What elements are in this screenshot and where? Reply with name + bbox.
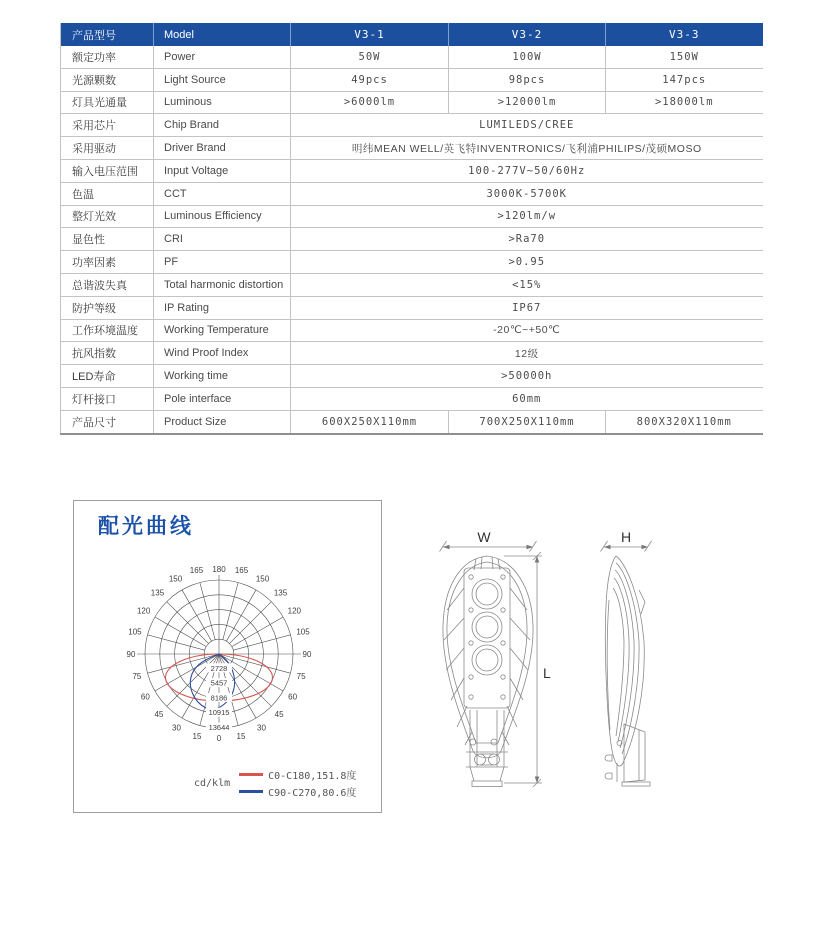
photometric-title: 配光曲线	[98, 515, 194, 538]
spec-value-span: >0.95	[291, 251, 763, 274]
svg-text:135: 135	[150, 588, 165, 598]
spec-value: 100W	[449, 46, 606, 68]
spec-row	[61, 251, 763, 274]
spec-label-cn: 防护等级	[61, 296, 154, 319]
svg-text:10915: 10915	[208, 708, 230, 718]
spec-label-cn: 抗风指数	[61, 342, 154, 365]
spec-row	[61, 410, 763, 433]
spec-label-en: Chip Brand	[154, 114, 291, 137]
legend-item-c0-c180	[239, 767, 356, 782]
spec-value: >18000lm	[606, 91, 763, 114]
svg-text:150: 150	[168, 574, 183, 584]
spec-value: 700X250X110mm	[449, 410, 606, 433]
spec-label-cn: 灯杆接口	[61, 387, 154, 410]
svg-text:8186: 8186	[210, 693, 228, 703]
spec-label-cn: 采用芯片	[61, 114, 154, 137]
svg-text:180: 180	[212, 565, 226, 574]
header-cell-model-v3-3: V3-3	[606, 23, 763, 46]
svg-text:90: 90	[126, 650, 136, 659]
spec-row	[61, 91, 763, 114]
legend-blue-line-swatch	[239, 790, 263, 793]
spec-label-en: Luminous	[154, 91, 291, 114]
spec-value: 150W	[606, 46, 763, 68]
svg-text:150: 150	[255, 574, 270, 584]
length-dim-label: L	[543, 665, 551, 681]
legend-red-line-swatch	[239, 773, 263, 776]
spec-row	[61, 319, 763, 342]
spec-value: 147pcs	[606, 68, 763, 91]
svg-text:120: 120	[136, 606, 151, 616]
spec-value-span: 100-277V~50/60Hz	[291, 159, 763, 182]
svg-text:2728: 2728	[210, 663, 228, 673]
spec-row	[61, 46, 763, 68]
spec-label-cn: 色温	[61, 182, 154, 205]
svg-text:45: 45	[154, 710, 164, 720]
svg-text:15: 15	[236, 732, 246, 742]
spec-row	[61, 296, 763, 319]
spec-label-cn: LED寿命	[61, 365, 154, 388]
svg-text:60: 60	[140, 692, 150, 702]
spec-value-span: -20℃~+50℃	[291, 319, 763, 342]
svg-text:0: 0	[216, 734, 222, 743]
svg-text:120: 120	[287, 606, 302, 616]
spec-value-span: 明纬MEAN WELL/英飞特INVENTRONICS/飞利浦PHILIPS/茂硕MOSO	[291, 137, 763, 160]
svg-text:15: 15	[192, 732, 202, 742]
spec-label-en: CCT	[154, 182, 291, 205]
spec-label-cn: 整灯光效	[61, 205, 154, 228]
spec-label-en: Working time	[154, 365, 291, 388]
photometric-box	[73, 500, 382, 813]
spec-label-en: IP Rating	[154, 296, 291, 319]
legend-item-label: C90-C270,80.6度	[268, 788, 357, 799]
photometric-polar-chart	[74, 501, 381, 812]
spec-row	[61, 137, 763, 160]
spec-row	[61, 205, 763, 228]
legend-item-c90-c270	[239, 784, 356, 799]
spec-row	[61, 68, 763, 91]
spec-label-en: Total harmonic distortion	[154, 273, 291, 296]
spec-table	[60, 23, 763, 435]
spec-label-cn: 总谐波失真	[61, 273, 154, 296]
legend-item-label: C0-C180,151.8度	[268, 771, 357, 782]
spec-table-header-row	[61, 23, 763, 46]
svg-text:5457: 5457	[210, 678, 228, 688]
spec-label-cn: 产品尺寸	[61, 410, 154, 433]
svg-text:45: 45	[274, 710, 284, 720]
spec-label-en: Power	[154, 46, 291, 68]
spec-label-en: Light Source	[154, 68, 291, 91]
spec-value: >6000lm	[291, 91, 449, 114]
spec-label-cn: 光源颗数	[61, 68, 154, 91]
side-view-drawing	[601, 541, 652, 786]
spec-label-en: Driver Brand	[154, 137, 291, 160]
svg-text:105: 105	[296, 627, 310, 637]
spec-row	[61, 159, 763, 182]
spec-label-cn: 工作环境温度	[61, 319, 154, 342]
spec-table-body	[61, 46, 763, 434]
legend-unit-label: cd/klm	[194, 777, 231, 789]
spec-value-span: LUMILEDS/CREE	[291, 114, 763, 137]
photometric-legend	[194, 767, 356, 799]
front-view-drawing	[440, 541, 543, 787]
spec-row	[61, 387, 763, 410]
spec-label-en: Luminous Efficiency	[154, 205, 291, 228]
spec-row	[61, 365, 763, 388]
width-dim-label: W	[477, 530, 491, 545]
spec-value: 49pcs	[291, 68, 449, 91]
header-cell-model-en: Model	[154, 23, 291, 46]
svg-text:75: 75	[296, 671, 306, 681]
spec-value-span: 12级	[291, 342, 763, 365]
spec-label-en: Product Size	[154, 410, 291, 433]
svg-text:30: 30	[257, 723, 266, 733]
spec-label-en: Working Temperature	[154, 319, 291, 342]
spec-label-en: Wind Proof Index	[154, 342, 291, 365]
svg-text:165: 165	[189, 565, 204, 575]
spec-row	[61, 182, 763, 205]
svg-text:105: 105	[128, 627, 142, 637]
product-drawings	[420, 530, 720, 800]
spec-row	[61, 342, 763, 365]
height-dim-label: H	[620, 530, 632, 545]
spec-label-en: Input Voltage	[154, 159, 291, 182]
spec-value-span: >Ra70	[291, 228, 763, 251]
spec-value: >12000lm	[449, 91, 606, 114]
spec-value: 800X320X110mm	[606, 410, 763, 433]
spec-value: 600X250X110mm	[291, 410, 449, 433]
spec-value-span: >120lm/w	[291, 205, 763, 228]
spec-row	[61, 114, 763, 137]
spec-label-cn: 功率因素	[61, 251, 154, 274]
spec-label-en: CRI	[154, 228, 291, 251]
header-cell-model-v3-2: V3-2	[449, 23, 606, 46]
spec-row	[61, 228, 763, 251]
spec-row	[61, 273, 763, 296]
spec-label-en: Pole interface	[154, 387, 291, 410]
svg-text:13644: 13644	[208, 723, 230, 732]
spec-value: 98pcs	[449, 68, 606, 91]
spec-label-cn: 显色性	[61, 228, 154, 251]
spec-value-span: 3000K-5700K	[291, 182, 763, 205]
spec-value-span: <15%	[291, 273, 763, 296]
spec-label-cn: 灯具光通量	[61, 91, 154, 114]
spec-label-cn: 采用驱动	[61, 137, 154, 160]
spec-value-span: >50000h	[291, 365, 763, 388]
spec-value-span: IP67	[291, 296, 763, 319]
spec-label-en: PF	[154, 251, 291, 274]
svg-text:135: 135	[273, 588, 288, 598]
svg-text:75: 75	[132, 671, 142, 681]
spec-value: 50W	[291, 46, 449, 68]
spec-label-cn: 额定功率	[61, 46, 154, 68]
svg-text:30: 30	[172, 723, 181, 733]
svg-text:165: 165	[234, 565, 249, 575]
spec-value-span: 60mm	[291, 387, 763, 410]
spec-label-cn: 输入电压范围	[61, 159, 154, 182]
svg-text:60: 60	[288, 692, 298, 702]
header-cell-product-model-cn: 产品型号	[61, 23, 154, 46]
header-cell-model-v3-1: V3-1	[291, 23, 449, 46]
svg-text:90: 90	[302, 650, 312, 659]
